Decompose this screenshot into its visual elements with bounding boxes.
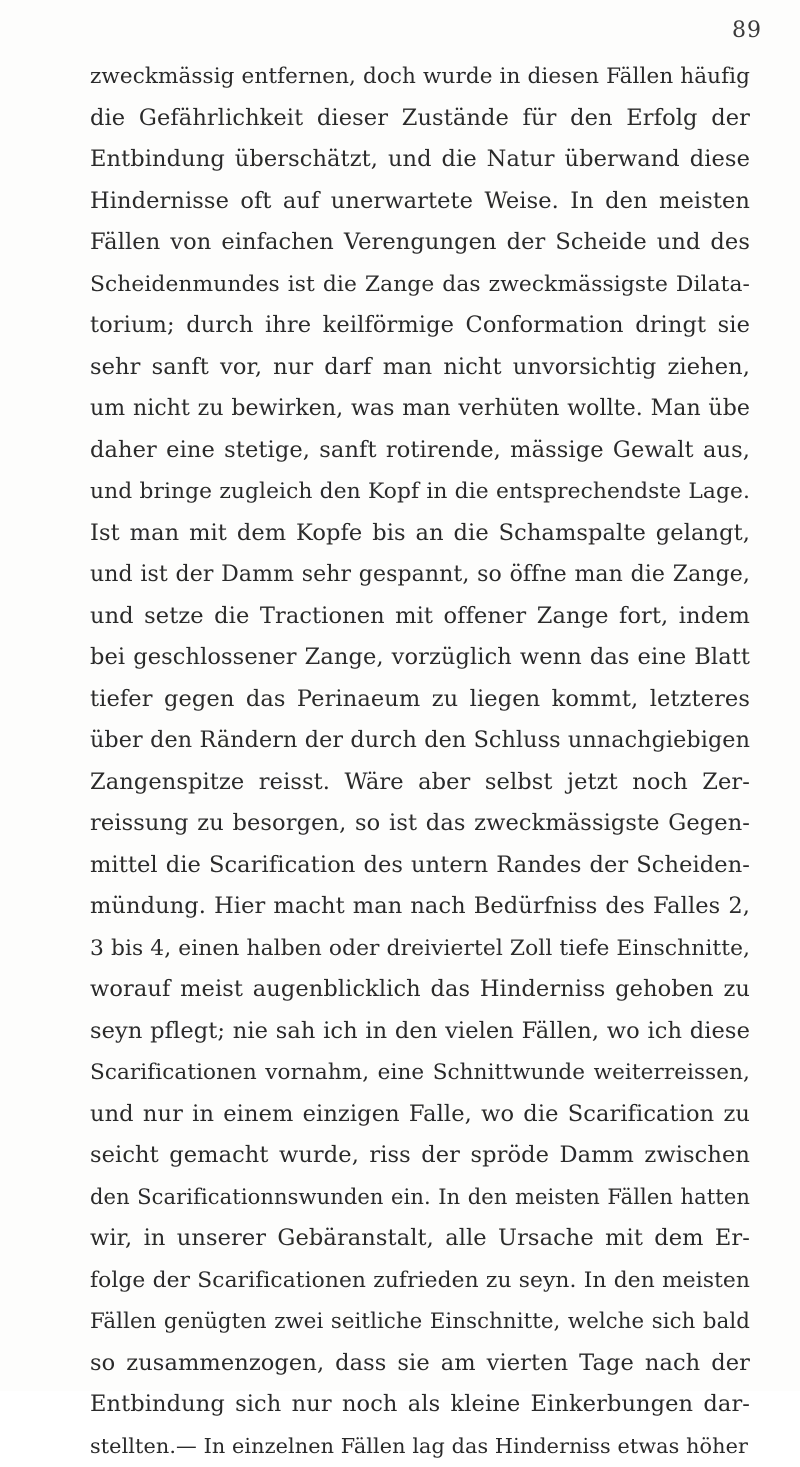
text-line: über den Rändern der durch den Schluss unnachgiebigen: [90, 720, 750, 762]
page-number: 89: [732, 18, 762, 43]
text-line: folge der Scarificationen zufrieden zu seyn. In den meisten: [90, 1260, 750, 1302]
text-line: die Gefährlichkeit dieser Zustände für den Erfolg der: [90, 98, 750, 140]
text-line: und nur in einem einzigen Falle, wo die Scarification zu: [90, 1094, 750, 1136]
text-line: worauf meist augenblicklich das Hinderniss gehoben zu: [90, 969, 750, 1011]
text-line: und ist der Damm sehr gespannt, so öffne man die Zange,: [90, 554, 750, 596]
body-text: [90, 56, 750, 1467]
text-line: daher eine stetige, sanft rotirende, mässige Gewalt aus,: [90, 430, 750, 472]
text-line: stellten.— In einzelnen Fällen lag das Hinderniss etwas höher: [90, 1426, 750, 1467]
text-line: Hindernisse oft auf unerwartete Weise. In den meisten: [90, 181, 750, 223]
text-line: reissung zu besorgen, so ist das zweckmässigste Gegen-: [90, 803, 750, 845]
text-line: 3 bis 4, einen halben oder dreiviertel Zoll tiefe Einschnitte,: [90, 928, 750, 970]
text-line: den Scarificationnswunden ein. In den meisten Fällen hatten: [90, 1177, 750, 1219]
text-line: und setze die Tractionen mit offener Zange fort, indem: [90, 596, 750, 638]
text-line: mündung. Hier macht man nach Bedürfniss des Falles 2,: [90, 886, 750, 928]
text-line: Scarificationen vornahm, eine Schnittwunde weiterreissen,: [90, 1052, 750, 1094]
text-line: sehr sanft vor, nur darf man nicht unvorsichtig ziehen,: [90, 347, 750, 389]
text-line: mittel die Scarification des untern Randes der Scheiden-: [90, 845, 750, 887]
text-line: Zangenspitze reisst. Wäre aber selbst jetzt noch Zer-: [90, 762, 750, 804]
text-line: Ist man mit dem Kopfe bis an die Schamspalte gelangt,: [90, 513, 750, 555]
text-line: zweckmässig entfernen, doch wurde in diesen Fällen häufig: [90, 56, 750, 98]
text-line: um nicht zu bewirken, was man verhüten wollte. Man übe: [90, 388, 750, 430]
text-line: so zusammenzogen, dass sie am vierten Tage nach der: [90, 1343, 750, 1385]
text-line: Scheidenmundes ist die Zange das zweckmässigste Dilata-: [90, 264, 750, 306]
text-line: seyn pflegt; nie sah ich in den vielen Fällen, wo ich diese: [90, 1011, 750, 1053]
text-line: wir, in unserer Gebäranstalt, alle Ursache mit dem Er-: [90, 1218, 750, 1260]
text-line: Entbindung sich nur noch als kleine Einkerbungen dar-: [90, 1384, 750, 1426]
text-line: tiefer gegen das Perinaeum zu liegen kommt, letzteres: [90, 679, 750, 721]
text-line: bei geschlossener Zange, vorzüglich wenn das eine Blatt: [90, 637, 750, 679]
text-line: Entbindung überschätzt, und die Natur überwand diese: [90, 139, 750, 181]
text-line: und bringe zugleich den Kopf in die entsprechendste Lage.: [90, 471, 750, 513]
text-line: Fällen von einfachen Verengungen der Scheide und des: [90, 222, 750, 264]
text-line: torium; durch ihre keilförmige Conformation dringt sie: [90, 305, 750, 347]
text-line: Fällen genügten zwei seitliche Einschnitte, welche sich bald: [90, 1301, 750, 1343]
text-line: seicht gemacht wurde, riss der spröde Damm zwischen: [90, 1135, 750, 1177]
